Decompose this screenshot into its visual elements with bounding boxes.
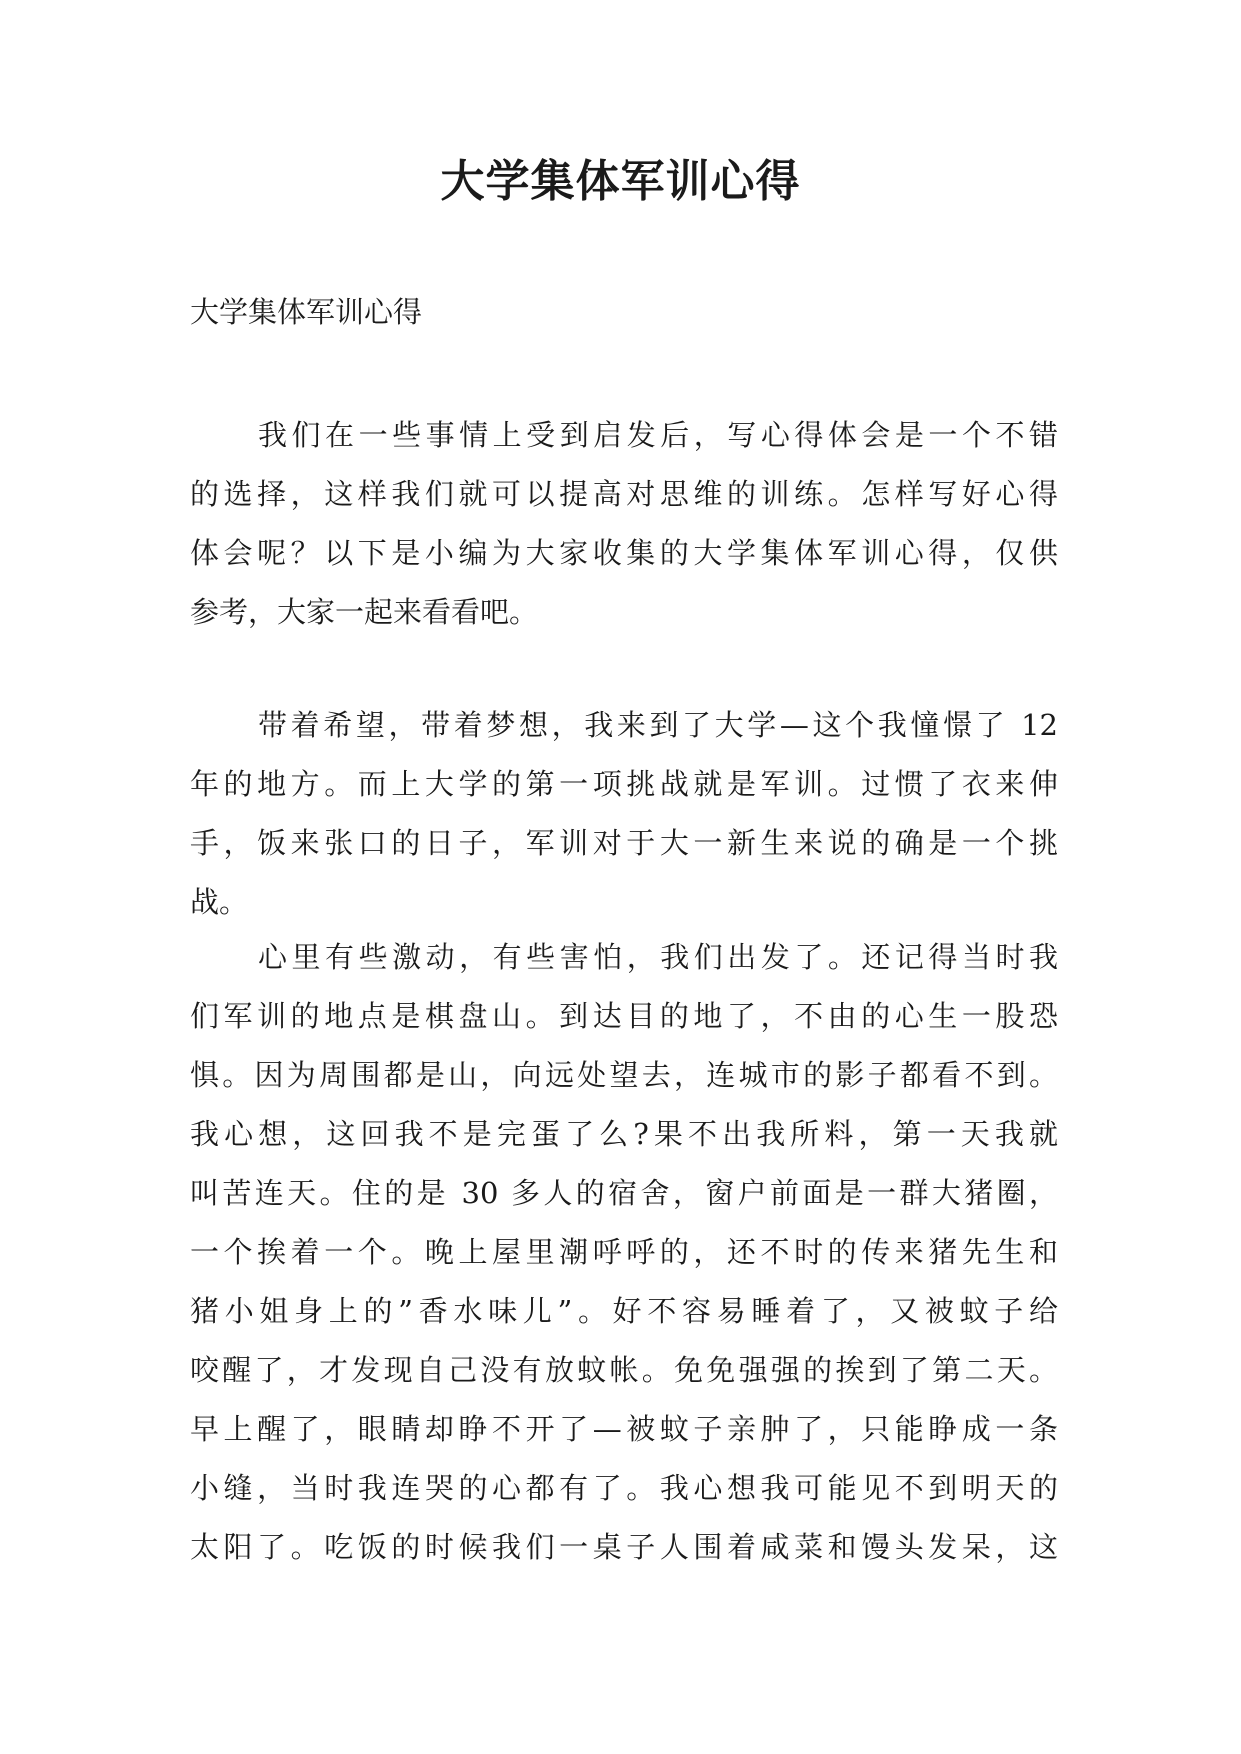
paragraph-line: 们军训的地点是棋盘山。到达目的地了，不由的心生一股恐: [190, 999, 1058, 1033]
paragraph-line: 咬醒了，才发现自己没有放蚊帐。免免强强的挨到了第二天。: [190, 1353, 1058, 1387]
paragraph-line: 心里有些激动，有些害怕，我们出发了。还记得当时我: [258, 940, 1058, 974]
paragraph-line: 小缝，当时我连哭的心都有了。我心想我可能见不到明天的: [190, 1471, 1058, 1505]
paragraph-line: 我们在一些事情上受到启发后，写心得体会是一个不错: [258, 418, 1058, 452]
paragraph-line: 叫苦连天。住的是 30 多人的宿舍，窗户前面是一群大猪圈，: [190, 1176, 1058, 1210]
paragraph-arrival: [190, 696, 1058, 932]
paragraph-line: 手，饭来张口的日子，军训对于大一新生来说的确是一个挑: [190, 826, 1058, 860]
paragraph-line: 参考，大家一起来看看吧。: [190, 595, 539, 629]
paragraph-line: 我心想，这回我不是完蛋了么?果不出我所料，第一天我就: [190, 1117, 1058, 1151]
paragraph-line: 早上醒了，眼睛却睁不开了—被蚊子亲肿了，只能睁成一条: [190, 1412, 1058, 1446]
paragraph-intro: [190, 406, 1058, 642]
document-title: 大学集体军训心得: [440, 156, 801, 207]
paragraph-line: 一个挨着一个。晚上屋里潮呼呼的，还不时的传来猪先生和: [190, 1235, 1058, 1269]
paragraph-training-experience: [190, 928, 1058, 1577]
paragraph-line: 的选择，这样我们就可以提高对思维的训练。怎样写好心得: [190, 477, 1058, 511]
document-subtitle: 大学集体军训心得: [190, 295, 423, 329]
paragraph-line: 带着希望，带着梦想，我来到了大学—这个我憧憬了 12: [258, 708, 1058, 742]
paragraph-line: 猪小姐身上的”香水味儿”。好不容易睡着了，又被蚊子给: [190, 1294, 1058, 1328]
paragraph-line: 战。: [190, 885, 249, 919]
paragraph-line: 体会呢？以下是小编为大家收集的大学集体军训心得，仅供: [190, 536, 1058, 570]
paragraph-line: 惧。因为周围都是山，向远处望去，连城市的影子都看不到。: [190, 1058, 1058, 1092]
paragraph-line: 太阳了。吃饭的时候我们一桌子人围着咸菜和馒头发呆，这: [190, 1530, 1058, 1564]
paragraph-line: 年的地方。而上大学的第一项挑战就是军训。过惯了衣来伸: [190, 767, 1058, 801]
